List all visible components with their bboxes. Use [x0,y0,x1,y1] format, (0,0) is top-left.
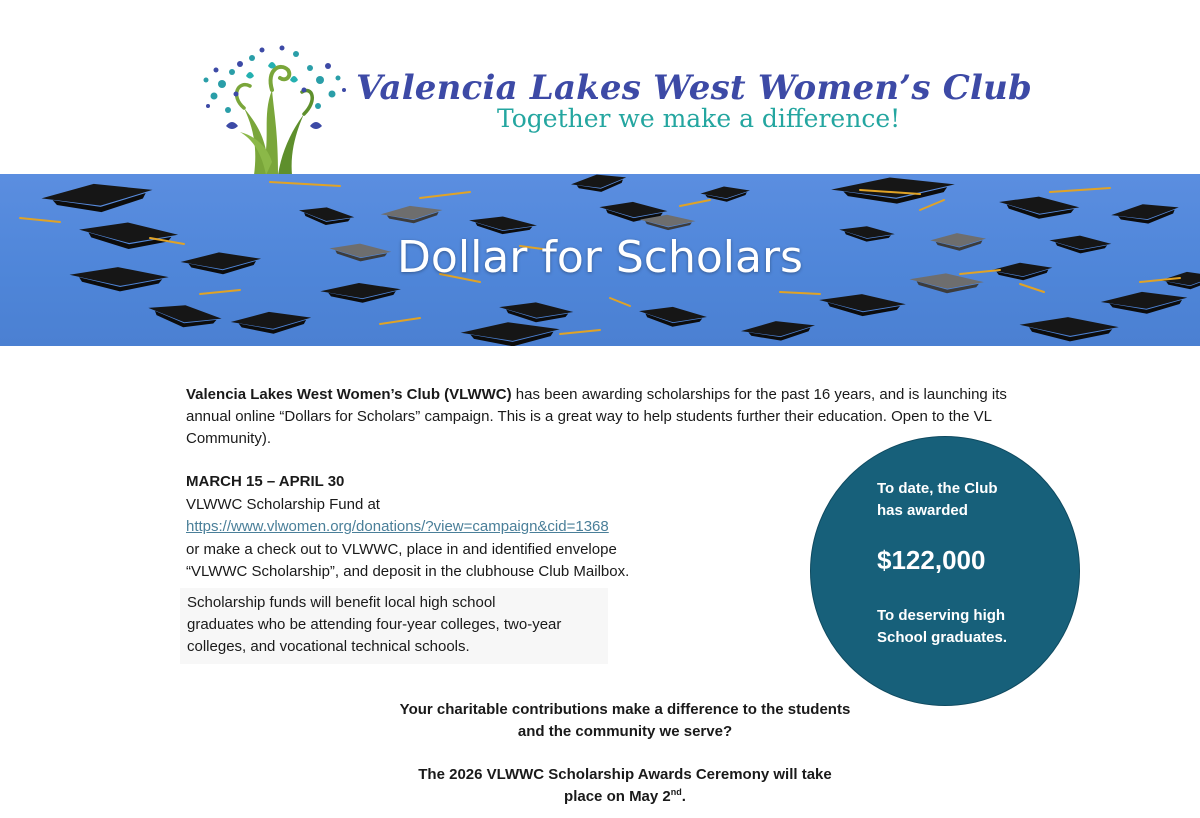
intro-org-name: Valencia Lakes West Women’s Club (VLWWC) [186,386,512,403]
campaign-details [186,471,706,584]
benefit-line-2: graduates who be attending four-year colleges, two-year [187,616,562,633]
campaign-date-range: MARCH 15 – APRIL 30 [186,473,345,490]
appeal-line-1: Your charitable contributions make a difference to the students [399,701,851,718]
award-outro-line-1: To deserving high [877,607,1006,624]
ceremony-statement [360,764,890,808]
fund-line: VLWWC Scholarship Fund at [186,495,380,513]
award-outro [877,605,1057,649]
intro-text: has been awarding scholarships for the past 16 years, and is launching its annual online “Dollars for Scholars” campaign. This is a great way to help students further their education. Open to the VL Community). [186,386,1007,447]
appeal-statement [360,699,890,743]
award-outro-line-2: School graduates. [877,629,1008,646]
ceremony-line-1: The 2026 VLWWC Scholarship Awards Ceremony will take [418,766,832,783]
tagline: Together we make a difference! [497,104,901,133]
check-line-2: “VLWWC Scholarship”, and deposit in the clubhouse Club Mailbox. [186,563,630,580]
award-circle [810,436,1080,706]
benefit-line-3: colleges, and vocational technical schools. [187,638,470,655]
award-amount: $122,000 [877,545,986,575]
award-intro-line-2: has awarded [877,502,968,519]
donation-link[interactable]: https://www.vlwomen.org/donations/?view=campaign&cid=1368 [186,518,609,535]
benefit-line-1: Scholarship funds will benefit local high school [187,594,496,611]
banner [0,174,1200,346]
appeal-line-2: and the community we serve? [517,723,733,740]
ceremony-period: . [681,788,686,805]
tree-logo-icon [192,40,352,175]
ceremony-line-2 [360,786,890,808]
org-name: Valencia Lakes West Women’s Club [356,68,1032,108]
banner-title: Dollar for Scholars [397,232,803,283]
award-intro-line-1: To date, the Club [877,480,998,497]
check-line-1: or make a check out to VLWWC, place in and identified envelope [186,540,617,558]
award-intro [877,478,1047,522]
benefit-box [180,588,608,664]
ceremony-date: place on May 2 [564,788,671,805]
ceremony-date-suffix: nd [670,787,682,797]
